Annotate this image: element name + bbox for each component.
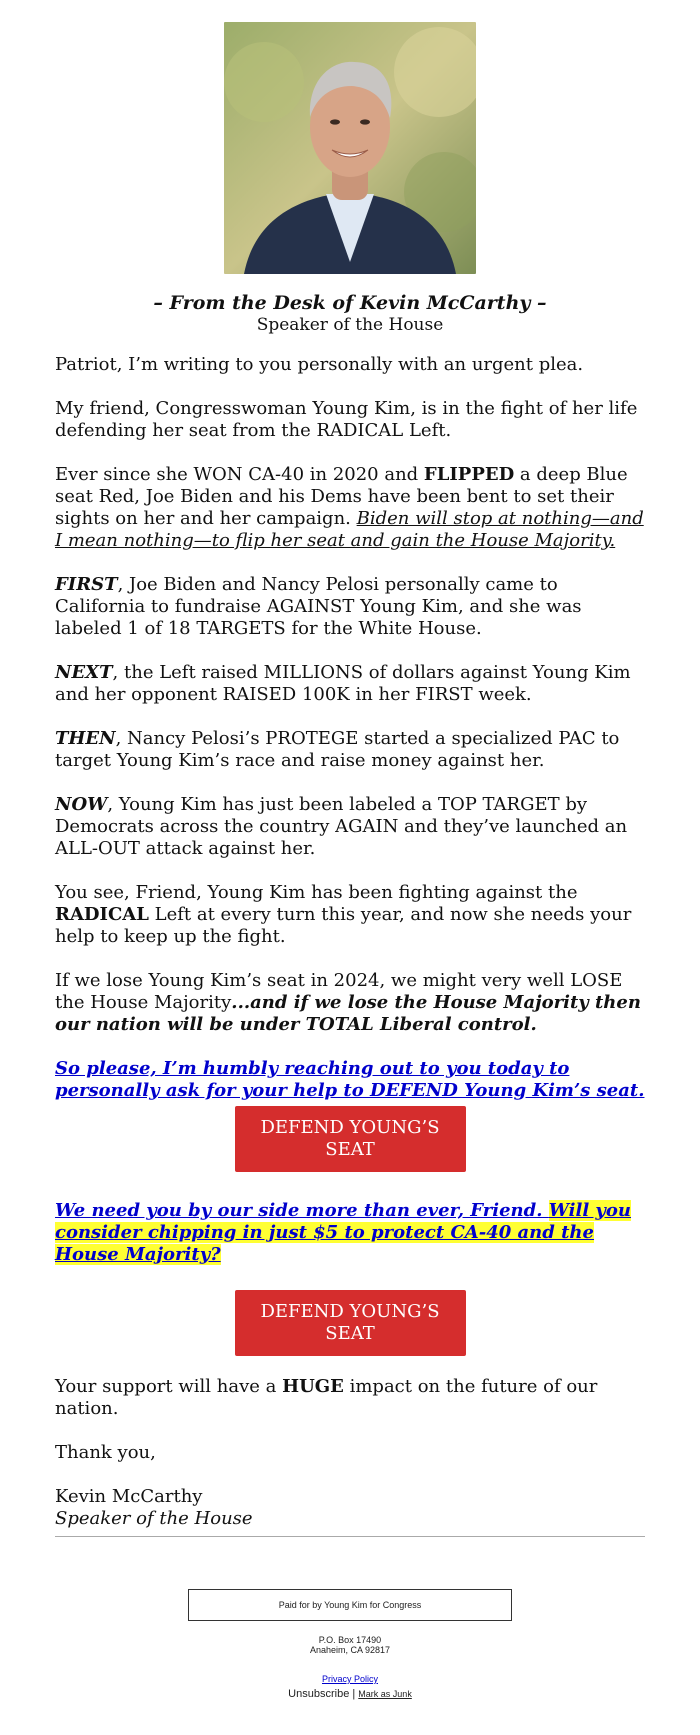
paid-for-box: Paid for by Young Kim for Congress — [188, 1589, 512, 1621]
paragraph-now: NOW, Young Kim has just been labeled a TOP TARGET by Democrats across the country AGAIN and they’ve launched an ALL-OUT attack against her. — [55, 794, 628, 859]
email-container — [55, 22, 645, 1700]
privacy-policy-link[interactable]: Privacy Policy — [321, 1674, 378, 1684]
paragraph-intro: Patriot, I’m writing to you personally with an urgent plea. — [55, 354, 584, 375]
footer-links — [55, 1669, 645, 1700]
paragraph-next: NEXT, the Left raised MILLIONS of dollars against Young Kim and her opponent RAISED 100K in her FIRST week. — [55, 662, 631, 705]
paragraph-friend: My friend, Congresswoman Young Kim, is in the fight of her life defending her seat from the RADICAL Left. — [55, 398, 638, 441]
paragraph-first: FIRST, Joe Biden and Nancy Pelosi personally came to California to fundraise AGAINST Young Kim, and she was labeled 1 of 18 TARGETS for the White House. — [55, 574, 582, 639]
desk-heading: – From the Desk of Kevin McCarthy – — [153, 292, 547, 314]
paragraph-impact: Your support will have a HUGE impact on the future of our nation. — [55, 1376, 598, 1419]
chip-in-link[interactable]: We need you by our side more than ever, Friend. Will you consider chipping in just $5 to protect CA-40 and the House Majority? — [55, 1200, 631, 1265]
signature-title: Speaker of the House — [55, 1508, 253, 1529]
paragraph-ca40: Ever since she WON CA-40 in 2020 and FLIPPED a deep Blue seat Red, Joe Biden and his Dems have been bent to set their sights on her and her campaign. Biden will stop at nothing—and I mean nothing—to flip her seat and gain the House Majority. — [55, 464, 644, 551]
defend-seat-button-1[interactable]: DEFEND YOUNG’S SEAT — [235, 1106, 466, 1172]
paragraph-plea-link — [55, 1058, 645, 1102]
signature-name: Kevin McCarthy — [55, 1486, 203, 1507]
paragraph-chip-in-link — [55, 1200, 645, 1266]
paragraph-radical: You see, Friend, Young Kim has been fighting against the RADICAL Left at every turn this year, and now she needs your help to keep up the fight. — [55, 882, 632, 947]
sender-title: Speaker of the House — [256, 315, 444, 335]
divider — [55, 1536, 645, 1537]
address-line-2: Anaheim, CA 92817 — [309, 1645, 391, 1655]
link-separator: | — [349, 1688, 359, 1700]
defend-seat-link[interactable]: So please, I’m humbly reaching out to you today to personally ask for your help to DEFEND Young Kim’s seat. — [55, 1058, 645, 1101]
defend-seat-button-2[interactable]: DEFEND YOUNG’S SEAT — [235, 1290, 466, 1356]
portrait-image — [224, 22, 476, 274]
highlighted-ask[interactable]: Will you consider chipping in just $5 to protect CA-40 and the House Majority? — [55, 1200, 631, 1265]
thanks-line: Thank you, — [55, 1442, 156, 1463]
address-line-1: P.O. Box 17490 — [318, 1635, 382, 1645]
paragraph-majority: If we lose Young Kim’s seat in 2024, we might very well LOSE the House Majority...and if we lose the House Majority then our nation will be under TOTAL Liberal control. — [55, 970, 641, 1035]
mark-as-junk-link[interactable]: Mark as Junk — [358, 1689, 412, 1699]
paragraph-then: THEN, Nancy Pelosi’s PROTEGE started a specialized PAC to target Young Kim’s race and raise money against her. — [55, 728, 620, 771]
mailing-address — [55, 1635, 645, 1655]
portrait-photo — [224, 22, 476, 274]
unsubscribe-link[interactable]: Unsubscribe — [288, 1688, 350, 1700]
